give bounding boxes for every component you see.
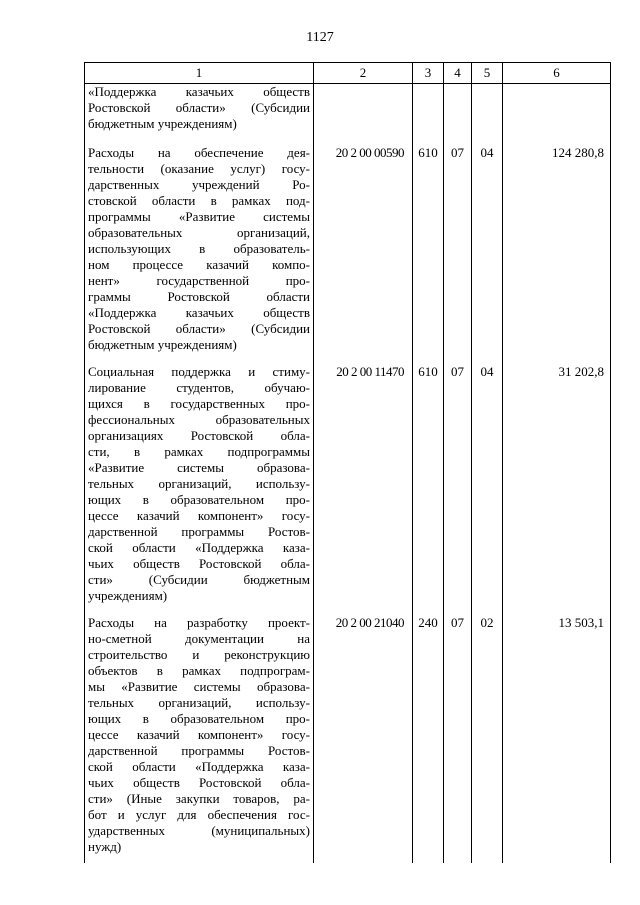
desc-line: Расходы на обеспечение дея- bbox=[88, 145, 310, 160]
row-description bbox=[85, 142, 314, 361]
section-code: 07 bbox=[444, 142, 472, 361]
amount: 13 503,1 bbox=[503, 612, 611, 863]
desc-line: граммы Ростовской области bbox=[88, 289, 310, 304]
desc-line: сти» (Иные закупки товаров, ра- bbox=[88, 791, 310, 806]
expense-type-code: 610 bbox=[413, 142, 444, 361]
desc-line: «Поддержка казачьих обществ bbox=[88, 305, 310, 320]
desc-line: сти, в рамках подпрограммы bbox=[88, 444, 310, 459]
table-row bbox=[85, 361, 611, 612]
desc-line: ном процессе казачий компо- bbox=[88, 257, 310, 272]
desc-line: учреждениям) bbox=[88, 588, 168, 603]
amount: 31 202,8 bbox=[503, 361, 611, 612]
desc-line: бот и услуг для обеспечения гос- bbox=[88, 807, 310, 822]
desc-line: мы «Развитие системы образова- bbox=[88, 679, 310, 694]
desc-line: «Развитие системы образова- bbox=[88, 460, 310, 475]
continuation-description bbox=[85, 84, 314, 143]
expense-type-code: 610 bbox=[413, 361, 444, 612]
section-code: 07 bbox=[444, 612, 472, 863]
desc-line: цессе казачий компонент» госу- bbox=[88, 727, 310, 742]
desc-line: «Поддержка казачьих обществ bbox=[88, 84, 310, 99]
desc-line: дарственной программы Ростов- bbox=[88, 743, 310, 758]
desc-line: ской области «Поддержка каза- bbox=[88, 759, 310, 774]
expense-type-code: 240 bbox=[413, 612, 444, 863]
desc-line: использующих в образователь- bbox=[88, 241, 310, 256]
table-row bbox=[85, 142, 611, 361]
desc-line: дарственных учреждений Ро- bbox=[88, 177, 310, 192]
desc-line: чьих обществ Ростовской обла- bbox=[88, 556, 310, 571]
section-code: 07 bbox=[444, 361, 472, 612]
desc-line: Ростовской области» (Субсидии bbox=[88, 100, 310, 115]
desc-line: Расходы на разработку проект- bbox=[88, 615, 310, 630]
desc-line: ющих в образовательном про- bbox=[88, 492, 310, 507]
desc-line: фессиональных образовательных bbox=[88, 412, 310, 427]
page-number: 1127 bbox=[306, 30, 334, 45]
desc-line: строительство и реконструкцию bbox=[88, 647, 310, 662]
target-article-code: 20 2 00 21040 bbox=[314, 612, 413, 863]
desc-line: нужд) bbox=[88, 839, 122, 854]
target-article-code: 20 2 00 00590 bbox=[314, 142, 413, 361]
desc-line: Социальная поддержка и стиму- bbox=[88, 364, 310, 379]
header-cell-4: 4 bbox=[444, 63, 472, 84]
budget-table bbox=[84, 62, 611, 863]
row-description bbox=[85, 612, 314, 863]
header-cell-5: 5 bbox=[472, 63, 503, 84]
subsection-code: 04 bbox=[472, 142, 503, 361]
header-cell-2: 2 bbox=[314, 63, 413, 84]
desc-line: организациях Ростовской обла- bbox=[88, 428, 310, 443]
table-row bbox=[85, 612, 611, 863]
desc-line: дарственной программы Ростов- bbox=[88, 524, 310, 539]
desc-line: цессе казачий компонент» госу- bbox=[88, 508, 310, 523]
continuation-row bbox=[85, 84, 611, 143]
header-cell-6: 6 bbox=[503, 63, 611, 84]
header-cell-3: 3 bbox=[413, 63, 444, 84]
desc-line: бюджетным учреждениям) bbox=[88, 337, 237, 352]
desc-line: программы «Развитие системы bbox=[88, 209, 310, 224]
desc-line: чьих обществ Ростовской обла- bbox=[88, 775, 310, 790]
row-description bbox=[85, 361, 314, 612]
desc-line: бюджетным учреждениям) bbox=[88, 116, 237, 131]
desc-line: ской области «Поддержка каза- bbox=[88, 540, 310, 555]
desc-line: Ростовской области» (Субсидии bbox=[88, 321, 310, 336]
amount: 124 280,8 bbox=[503, 142, 611, 361]
desc-line: стовской области в рамках под- bbox=[88, 193, 310, 208]
desc-line: тельных организаций, использу- bbox=[88, 476, 310, 491]
desc-line: объектов в рамках подпрограм- bbox=[88, 663, 310, 678]
desc-line: но-сметной документации на bbox=[88, 631, 310, 646]
desc-line: лирование студентов, обучаю- bbox=[88, 380, 310, 395]
desc-line: тельных организаций, использу- bbox=[88, 695, 310, 710]
desc-line: ударственных (муниципальных) bbox=[88, 823, 310, 838]
desc-line: образовательных организаций, bbox=[88, 225, 310, 240]
target-article-code: 20 2 00 11470 bbox=[314, 361, 413, 612]
header-row bbox=[85, 63, 611, 84]
subsection-code: 04 bbox=[472, 361, 503, 612]
desc-line: ющих в образовательном про- bbox=[88, 711, 310, 726]
desc-line: нент» государственной про- bbox=[88, 273, 310, 288]
subsection-code: 02 bbox=[472, 612, 503, 863]
desc-line: сти» (Субсидии бюджетным bbox=[88, 572, 310, 587]
desc-line: тельности (оказание услуг) госу- bbox=[88, 161, 310, 176]
desc-line: щихся в государственных про- bbox=[88, 396, 310, 411]
header-cell-1: 1 bbox=[85, 63, 314, 84]
